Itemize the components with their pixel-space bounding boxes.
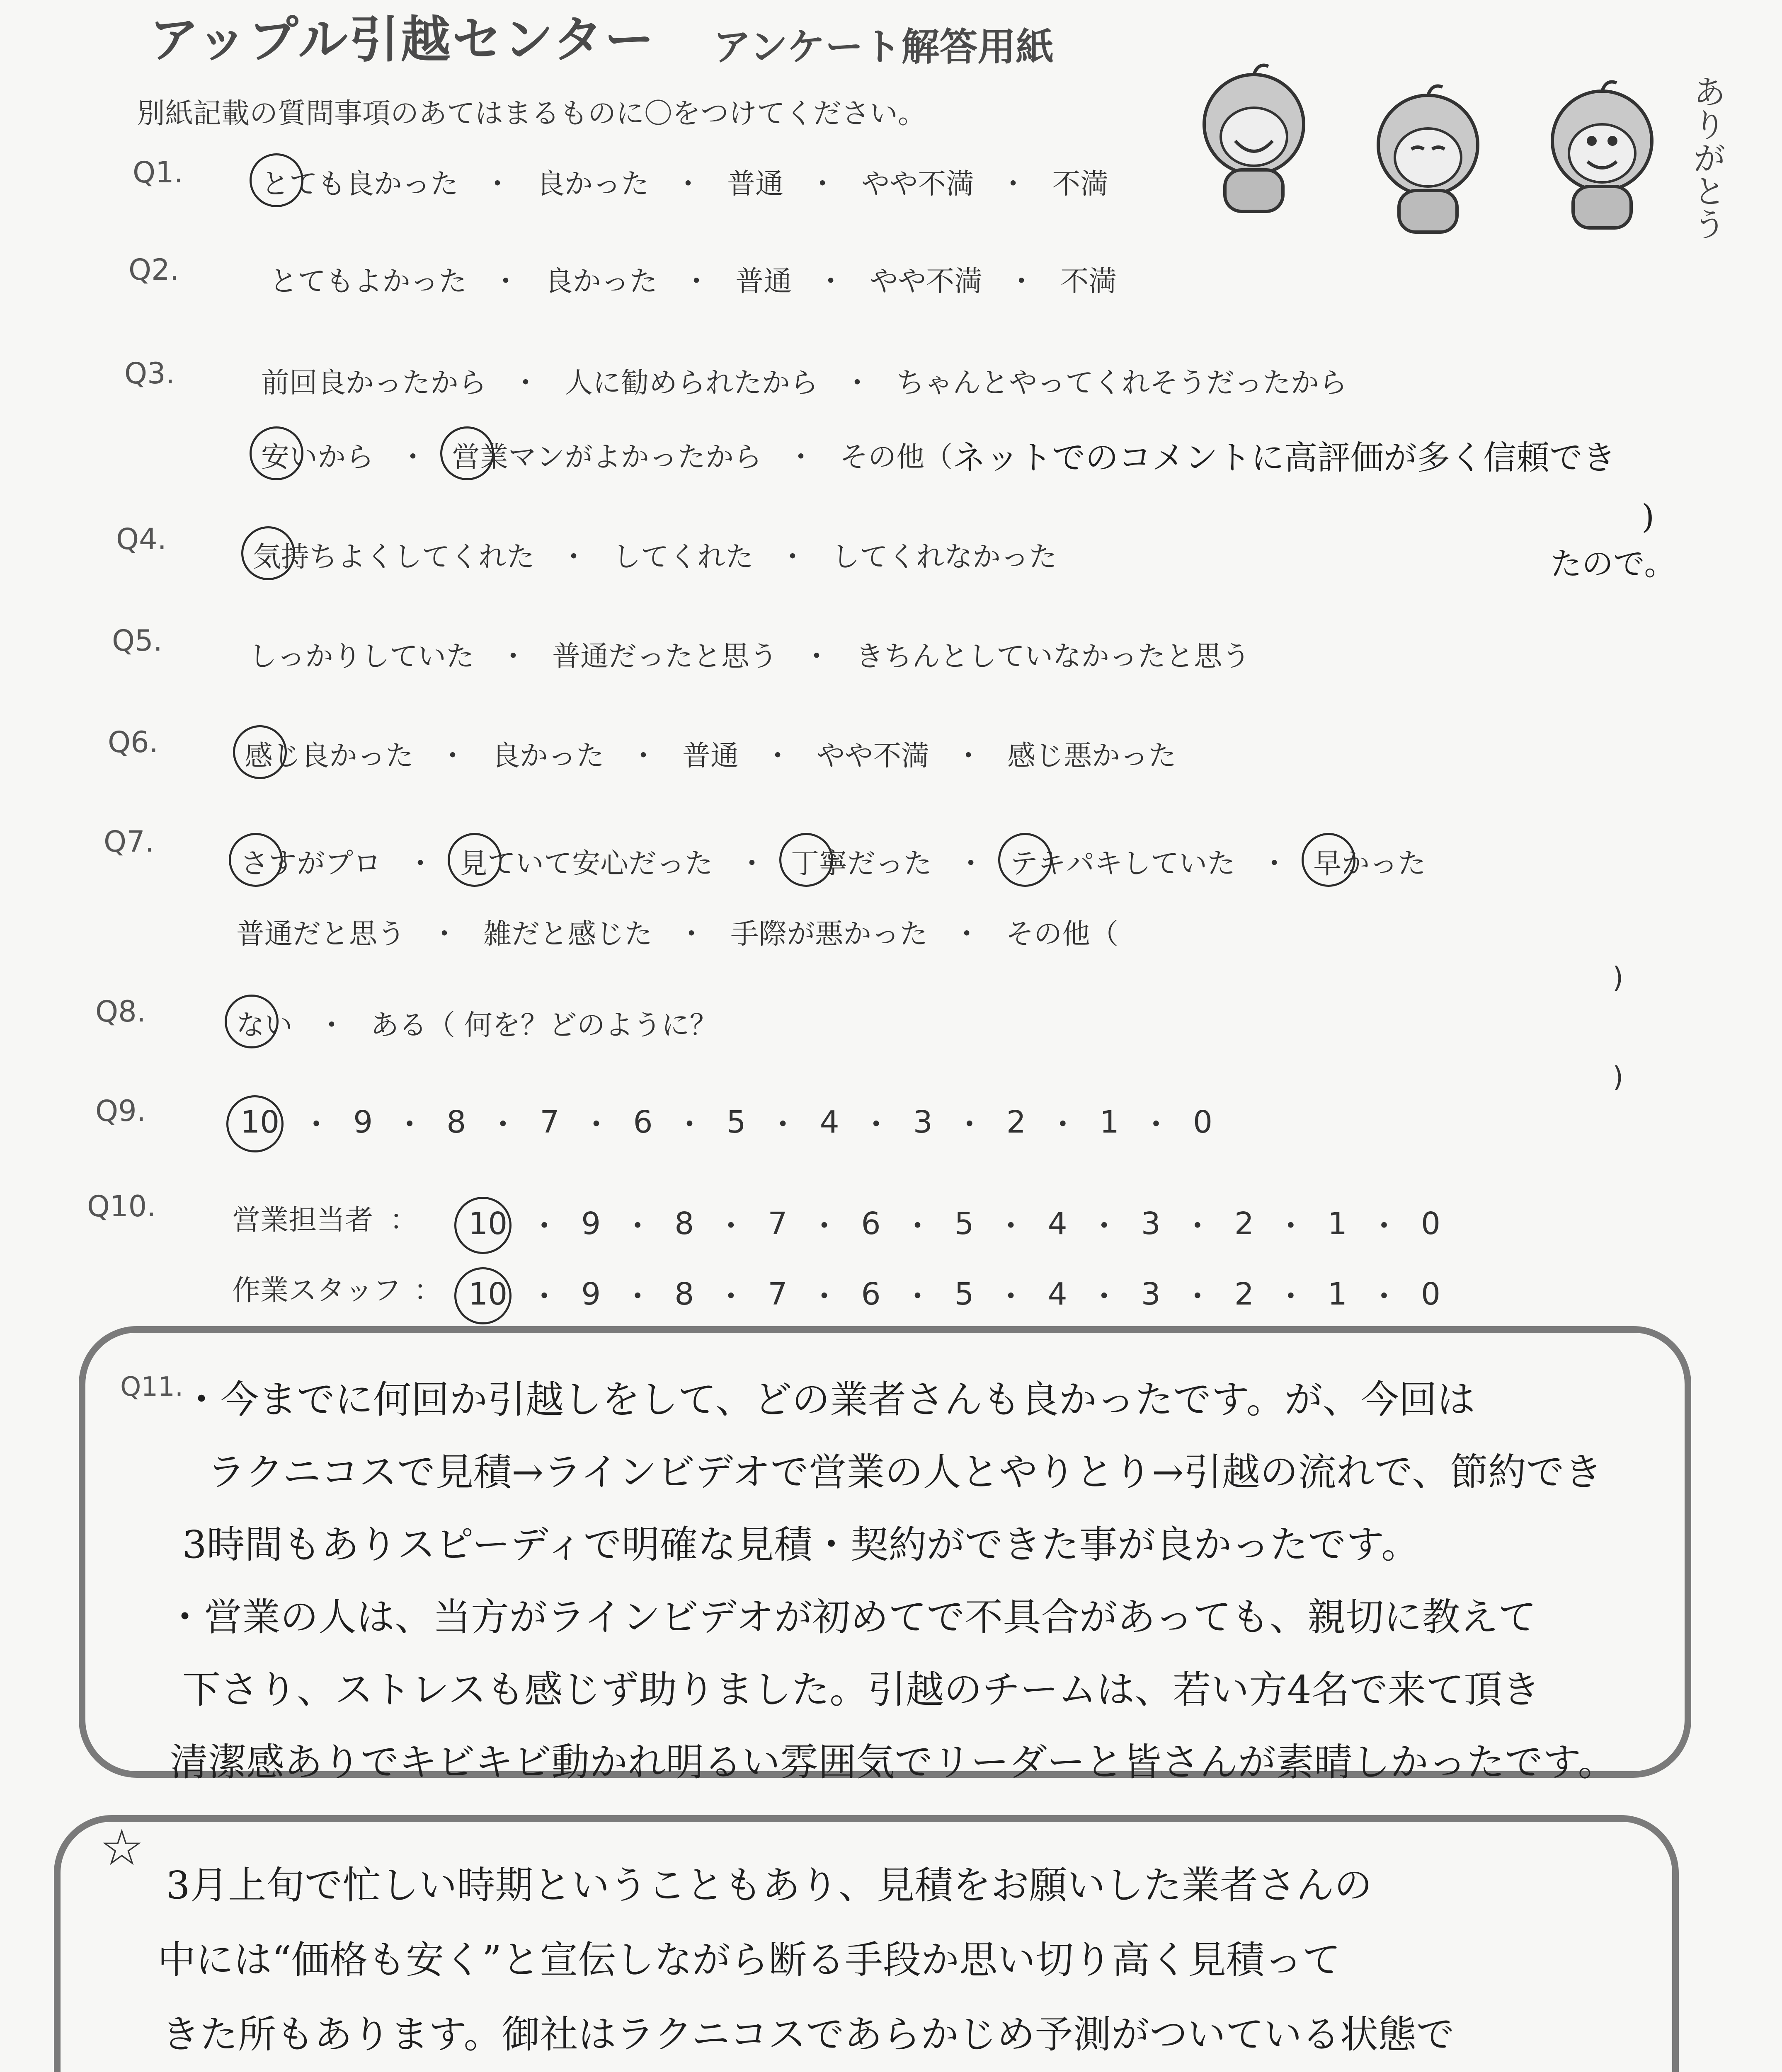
q3-other-text: ネットでのコメントに高評価が多く信頼でき (953, 438, 1616, 477)
q7-option[interactable]: テキパキしていた (1010, 841, 1235, 881)
q9-score[interactable]: 6 (633, 1104, 653, 1140)
q9-score[interactable]: 0 (1193, 1104, 1213, 1140)
q10-label: Q10. (87, 1189, 156, 1223)
instruction-text: 別紙記載の質問事項のあてはまるものに〇をつけてください。 (137, 97, 926, 130)
q9-label: Q9. (95, 1094, 146, 1128)
q3-other-text-2: たので。 (1550, 545, 1676, 582)
q5-option[interactable]: しっかりしていた (249, 640, 475, 673)
q9-score[interactable]: 7 (540, 1104, 560, 1140)
q8-options: ない ・ ある（ 何を？どのように？ (236, 1003, 718, 1043)
q3-option[interactable]: その他（ (840, 441, 953, 474)
q5-label: Q5. (112, 624, 162, 658)
q10-sales-score[interactable]: 4 (1047, 1206, 1067, 1242)
q7-option[interactable]: 普通だと思う (236, 918, 406, 951)
q7-option[interactable]: さすがプロ (240, 841, 381, 881)
q10-staff-score[interactable]: 5 (954, 1276, 974, 1312)
q10-sales-score[interactable]: 2 (1234, 1206, 1254, 1242)
q10-staff-scale: 10 ・ 9 ・ 8 ・ 7 ・ 6 ・ 5 ・ 4 ・ 3 ・ 2 ・ 1 ・ 0 (468, 1276, 1441, 1314)
q6-option[interactable]: 普通 (682, 740, 739, 772)
q8-close-paren: ) (1612, 1061, 1624, 1094)
star-icon: ☆ (99, 1819, 144, 1877)
q8-option[interactable]: ない (236, 1003, 293, 1043)
monkey-mascot-icon (1186, 62, 1322, 220)
note-line: 中には“価格も安く”と宣伝しながら断る手段か思い切り高く見積って (158, 1938, 1341, 1982)
q7-option[interactable]: 雑だと感じた (483, 918, 653, 951)
q7-option[interactable]: 丁寧だった (791, 841, 932, 881)
q8-option[interactable]: ある（ 何を？どのように？ (371, 1009, 718, 1042)
q10-sales-score[interactable]: 6 (861, 1206, 881, 1242)
q3-option[interactable]: 人に勧められたから (565, 367, 819, 399)
q9-score[interactable]: 3 (913, 1104, 933, 1140)
q11-line: ・今までに何回か引越しをして、どの業者さんも良かったです。が、今回は (182, 1377, 1475, 1422)
q3-options-line2: 安いから ・ 営業マンがよかったから ・ その他（ ネットでのコメントに高評価が多く信頼でき (261, 431, 1616, 479)
q10-staff-score[interactable]: 2 (1234, 1276, 1254, 1312)
q11-line: 清潔感ありでキビキビ動かれ明るい雰囲気でリーダーと皆さんが素晴しかったです。 (170, 1740, 1616, 1784)
monkey-mascot-icon (1534, 79, 1670, 236)
monkey-mascot-icon (1360, 83, 1496, 240)
q10-staff-score[interactable]: 3 (1141, 1276, 1161, 1312)
q4-option[interactable]: してくれなかった (832, 541, 1057, 574)
q7-close-paren: ) (1612, 961, 1624, 994)
q6-option[interactable]: 感じ良かった (245, 733, 414, 774)
q11-line: 下さり、ストレスも感じず助りました。引越のチームは、若い方4名で来て頂き (182, 1668, 1540, 1712)
q11-label: Q11. (120, 1372, 184, 1402)
q10-sales-score[interactable]: 7 (768, 1206, 788, 1242)
q6-option[interactable]: 良かった (492, 740, 605, 772)
q1-option[interactable]: 良かった (536, 168, 650, 201)
q4-close-paren: ) (1641, 497, 1655, 536)
q11-line: ・営業の人は、当方がラインビデオが初めてで不具合があっても、親切に教えて (166, 1595, 1537, 1639)
q2-option[interactable]: 普通 (735, 265, 792, 298)
q10-row-sales-name: 営業担当者 ： (232, 1198, 418, 1238)
q3-label: Q3. (124, 356, 175, 390)
company-name: アップル引越センター (149, 11, 656, 69)
q10-sales-score[interactable]: 0 (1421, 1206, 1441, 1242)
q10-sales-label: 営業担当者 (232, 1204, 373, 1237)
q10-sales-score[interactable]: 9 (581, 1206, 601, 1242)
q2-label: Q2. (128, 253, 179, 287)
q6-label: Q6. (108, 725, 158, 759)
q4-options: 気持ちよくしてくれた ・ してくれた ・ してくれなかった (253, 535, 1057, 575)
q9-score[interactable]: 8 (446, 1104, 466, 1140)
q1-option[interactable]: やや不満 (861, 168, 975, 201)
q10-staff-score[interactable]: 7 (768, 1276, 788, 1312)
q10-sales-score[interactable]: 10 (468, 1206, 508, 1242)
q11-answer (166, 1363, 1616, 1798)
q2-option[interactable]: やや不満 (870, 265, 983, 298)
q2-option[interactable]: とてもよかった (269, 265, 467, 298)
q9-score[interactable]: 9 (353, 1104, 373, 1140)
q10-staff-score[interactable]: 4 (1047, 1276, 1067, 1312)
q10-sales-score[interactable]: 1 (1327, 1206, 1348, 1242)
q10-staff-score[interactable]: 8 (674, 1276, 694, 1312)
q9-score[interactable]: 5 (726, 1104, 746, 1140)
q4-label: Q4. (116, 522, 167, 556)
thanks-text: ありがとう (1687, 75, 1726, 240)
q3-option[interactable]: ちゃんとやってくれそうだったから (896, 367, 1348, 399)
q10-sales-score[interactable]: 8 (674, 1206, 694, 1242)
q6-option[interactable]: 感じ悪かった (1007, 740, 1177, 772)
q9-score[interactable]: 4 (819, 1104, 839, 1140)
form-title: アンケート解答用紙 (713, 25, 1054, 69)
q9-score[interactable]: 10 (240, 1104, 280, 1140)
q10-staff-score[interactable]: 9 (581, 1276, 601, 1312)
q1-options: とても良かった ・ 良かった ・ 普通 ・ やや不満 ・ 不満 (261, 162, 1108, 202)
q10-staff-score[interactable]: 1 (1327, 1276, 1348, 1312)
q10-row-staff-name: 作業スタッフ ： (232, 1268, 442, 1308)
q6-options: 感じ良かった ・ 良かった ・ 普通 ・ やや不満 ・ 感じ悪かった (245, 733, 1176, 774)
q8-label: Q8. (95, 995, 146, 1029)
q3-option[interactable]: 前回良かったから (261, 367, 487, 399)
q3-option[interactable]: 安いから (261, 435, 374, 475)
q10-staff-score[interactable]: 10 (468, 1276, 508, 1312)
note-line: 3月上旬で忙しい時期ということもあり、見積をお願いした業者さんの (166, 1863, 1372, 1907)
q10-sales-score[interactable]: 3 (1141, 1206, 1161, 1242)
q10-sales-score[interactable]: 5 (954, 1206, 974, 1242)
q2-option[interactable]: 良かった (545, 265, 658, 298)
q7-options-line2: 普通だと思う ・ 雑だと感じた ・ 手際が悪かった ・ その他（ (236, 912, 1118, 952)
q11-line: 3時間もありスピーディで明確な見積・契約ができた事が良かったです。 (182, 1523, 1420, 1567)
q5-option[interactable]: きちんとしていなかったと思う (856, 640, 1251, 673)
q7-option[interactable]: 手際が悪かった (730, 918, 928, 951)
q1-option[interactable]: 不満 (1052, 168, 1109, 201)
note-line: きた所もあります。御社はラクニコスであらかじめ予測がついている状態で (162, 2012, 1455, 2057)
q2-options: とてもよかった ・ 良かった ・ 普通 ・ やや不満 ・ 不満 (269, 259, 1117, 299)
q3-option[interactable]: 営業マンがよかったから (452, 435, 762, 475)
q7-options-line1: さすがプロ ・ 見ていて安心だった ・ 丁寧だった ・ テキパキしていた ・ 早かった (240, 841, 1426, 881)
q1-label: Q1. (133, 155, 183, 189)
q7-option[interactable]: 早かった (1313, 841, 1426, 881)
q4-option[interactable]: してくれた (613, 541, 754, 574)
note-answer (158, 1848, 1688, 2072)
q1-option[interactable]: 普通 (727, 168, 784, 201)
q10-staff-score[interactable]: 6 (861, 1276, 881, 1312)
q5-options: しっかりしていた ・ 普通だったと思う ・ きちんとしていなかったと思う (249, 634, 1250, 674)
q9-score[interactable]: 2 (1006, 1104, 1026, 1140)
q10-staff-label: 作業スタッフ (232, 1274, 402, 1307)
q10-sales-scale: 10 ・ 9 ・ 8 ・ 7 ・ 6 ・ 5 ・ 4 ・ 3 ・ 2 ・ 1 ・ 0 (468, 1206, 1441, 1244)
q6-option[interactable]: やや不満 (817, 740, 930, 772)
q7-option[interactable]: その他（ (1006, 918, 1119, 951)
q3-options-line1: 前回良かったから ・ 人に勧められたから ・ ちゃんとやってくれそうだったから (261, 361, 1347, 401)
q7-label: Q7. (104, 825, 154, 859)
q5-option[interactable]: 普通だったと思う (552, 640, 778, 673)
q4-option[interactable]: 気持ちよくしてくれた (253, 535, 535, 575)
q7-option[interactable]: 見ていて安心だった (459, 841, 713, 881)
q9-scale: 10 ・ 9 ・ 8 ・ 7 ・ 6 ・ 5 ・ 4 ・ 3 ・ 2 ・ 1 ・ 0 (240, 1104, 1213, 1143)
q9-score[interactable]: 1 (1099, 1104, 1120, 1140)
q10-staff-score[interactable]: 0 (1421, 1276, 1441, 1312)
q11-line: ラクニコスで見積→ラインビデオで営業の人とやりとり→引越の流れで、節約でき (207, 1450, 1603, 1494)
q2-option[interactable]: 不満 (1060, 265, 1117, 298)
q1-option[interactable]: とても良かった (261, 162, 458, 202)
